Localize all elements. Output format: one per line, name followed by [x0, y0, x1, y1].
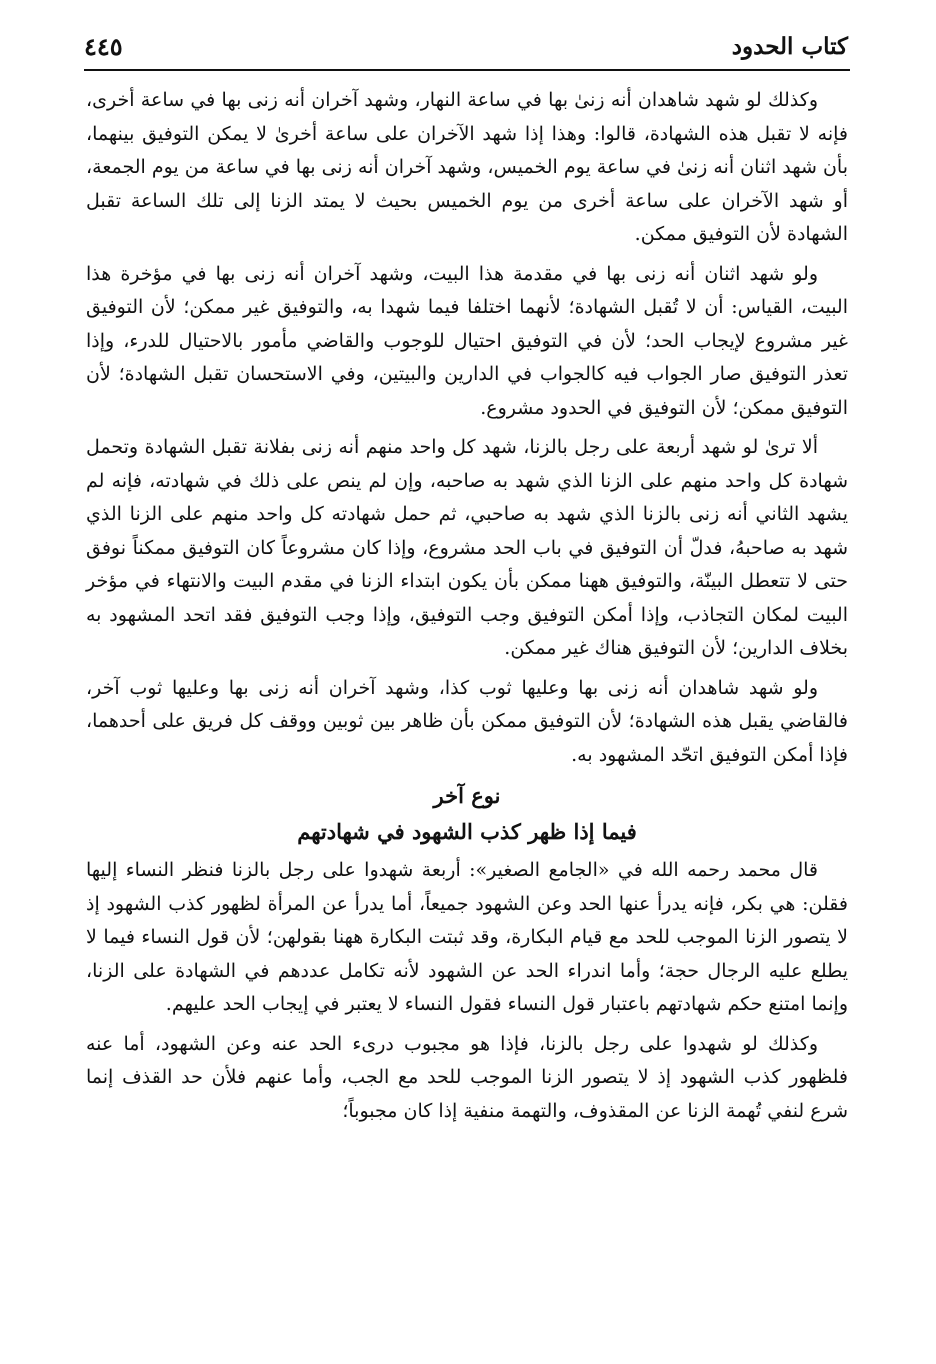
paragraph: ولو شهد شاهدان أنه زنى بها وعليها ثوب كذا، وشهد آخران أنه زنى بها وعليها ثوب آخر، فالقاضي يقبل هذه الشهادة؛ لأن التوفيق ممكن بأن ظاهر بين ثوبين ووقف كل فريق على أحدهما، فإذا أمكن التوفيق اتحّد المشهود به.: [86, 676, 848, 766]
paragraph: ألا ترىٰ لو شهد أربعة على رجل بالزنا، شهد كل واحد منهم أنه زنى بفلانة تقبل الشهادة وتحمل شهادة كل واحد منهم على الزنا الذي شهد به صاحبه، وإن لم ينص على ذلك في شهادته، فإنه لم يشهد الثاني أنه زنى بالزنا الذي شهد به صاحبي، ثم حمل شهادته كل واحد منهم على الزنا الذي شهد به صاحبهُ، فدلّ أن التوفيق في باب الحد مشروع، وإذا كان مشروعاً كان التوفيق ممكناً نوفق حتى لا تتعطل البينّة، والتوفيق ههنا ممكن بأن يكون ابتداء الزنا في مقدم البيت والانتهاء في مؤخر البيت لمكان التجاذب، وإذا أمكن التوفيق وجب التوفيق، وإذا وجب التوفيق فقد اتحد المشهود به بخلاف الدارين؛ لأن التوفيق هناك غير ممكن.: [86, 436, 848, 659]
page-body: [86, 84, 848, 1134]
page-number: ٤٤٥: [84, 32, 123, 61]
paragraph: ولو شهد اثنان أنه زنى بها في مقدمة هذا البيت، وشهد آخران أنه زنى بها في مؤخرة هذا البيت، القياس: أن لا تُقبل الشهادة؛ لأنهما اختلفا فيما شهدا به، والتوفيق غير ممكن؛ لأن التوفيق غير مشروع لإيجاب الحد؛ لأن في التوفيق احتيال للوجوب والقاضي مأمور بالاحتيال للدرء، وإذا تعذر التوفيق صار الجواب فيه كالجواب في الدارين والبيتين، وفي الاستحسان تقبل الشهادة؛ لأن التوفيق ممكن؛ لأن التوفيق في الحدود مشروع.: [86, 262, 848, 419]
running-header-title: كتاب الحدود: [731, 33, 848, 60]
section-heading: نوع آخر: [433, 783, 501, 808]
section-subheading: فيما إذا ظهر كذب الشهود في شهادتهم: [297, 819, 637, 844]
paragraph: وكذلك لو شهدوا على رجل بالزنا، فإذا هو مجبوب درىء الحد عنه وعن الشهود، أما عنه فلظهور كذب الشهود إذ لا يتصور الزنا الموجب للحد مع الجب، وأما عنهم فلأن حد القذف إنما شرع لنفي تُهمة الزنا عن المقذوف، والتهمة منفية إذا كان مجبوباً؛: [86, 1032, 848, 1122]
paragraph: قال محمد رحمه الله في «الجامع الصغير»: أربعة شهدوا على رجل بالزنا فنظر النساء إليها فقلن: هي بكر، فإنه يدرأ عنها الحد وعن الشهود جميعاً، أما يدرأ عن المرأة لظهور كذب الشهود إذ لا يتصور الزنا الموجب للحد مع قيام البكارة، وقد ثبتت البكارة ههنا بقولهن؛ لأن قول النساء فيما لا يطلع عليه الرجال حجة؛ وأما اندراء الحد عن الشهود لأنه تكامل عددهم في الشهادة على الزنا، وإنما امتنع حكم شهادتهم باعتبار قول النساء فقول النساء لا يعتبر في إيجاب الحد عليهم.: [86, 859, 848, 1015]
page-header: [84, 28, 848, 62]
header-rule: [84, 69, 850, 71]
paragraph: وكذلك لو شهد شاهدان أنه زنىٰ بها في ساعة النهار، وشهد آخران أنه زنى بها في ساعة أخرى، فإنه لا تقبل هذه الشهادة، قالوا: وهذا إذا شهد الآخران على ساعة أخرىٰ لا يمكن التوفيق بينهما، بأن شهد اثنان أنه زنىٰ في ساعة يوم الخميس، وشهد آخران أنه زنى بها في ساعة من يوم الجمعة، أو شهد الآخران على ساعة أخرى من يوم الخميس بحيث لا يمتد الزنا إلى تلك الساعة تقبل الشهادة لأن التوفيق ممكن.: [86, 89, 848, 245]
